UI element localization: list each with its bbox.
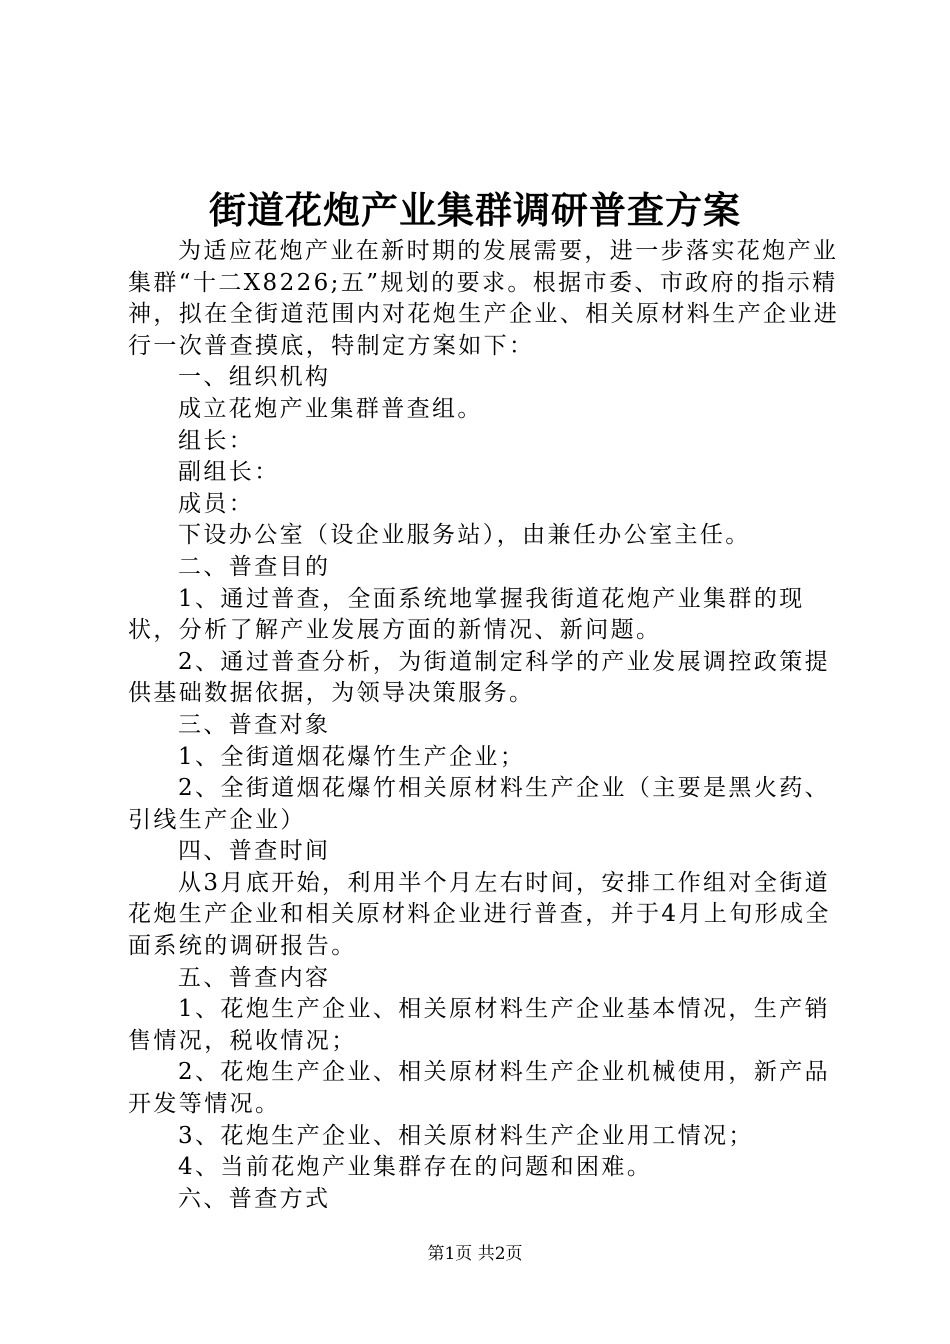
paragraph-members: 成员： [178,490,255,517]
purpose-item-2: 2、通过普查分析，为街道制定科学的产业发展调控政策提供基础数据依据，为领导决策服务。 [128,648,831,707]
paragraph-establish-group: 成立花炮产业集群普查组。 [178,395,483,422]
content-item-3: 3、花炮生产企业、相关原材料生产企业用工情况； [178,1122,754,1149]
content-item-2: 2、花炮生产企业、相关原材料生产企业机械使用，新产品开发等情况。 [128,1059,831,1118]
section-heading-purpose: 二、普查目的 [178,553,331,580]
document-title: 街道花炮产业集群调研普查方案 [209,188,741,232]
content-item-4: 4、当前花炮产业集群存在的问题和困难。 [178,1154,653,1181]
target-item-2: 2、全街道烟花爆竹相关原材料生产企业（主要是黑火药、引线生产企业） [128,775,831,833]
section-heading-method: 六、普查方式 [178,1185,331,1212]
section-heading-targets: 三、普查对象 [178,711,331,738]
section-heading-time: 四、普查时间 [178,838,331,865]
paragraph-deputy-leader: 副组长： [178,459,280,486]
paragraph-leader: 组长： [178,427,255,454]
paragraph-time: 从3月底开始，利用半个月左右时间，安排工作组对全街道花炮生产企业和相关原材料企业进行普查，并于4月上旬形成全面系统的调研报告。 [128,869,831,960]
paragraph-office: 下设办公室（设企业服务站），由兼任办公室主任。 [178,522,751,549]
section-heading-content: 五、普查内容 [178,964,331,991]
purpose-item-1: 1、通过普查，全面系统地掌握我街道花炮产业集群的现状，分析了解产业发展方面的新情况、新问题。 [128,585,805,644]
intro-paragraph: 为适应花炮产业在新时期的发展需要，进一步落实花炮产业集群“十二X8226;五”规划的要求。根据市委、市政府的指示精神，拟在全街道范围内对花炮生产企业、相关原材料生产企业进行一次普查摸底，特制定方案如下： [128,238,840,359]
document-body [128,236,840,1215]
section-heading-organization: 一、组织机构 [178,364,331,391]
page-footer: 第1页 共2页 [427,1244,523,1264]
content-item-1: 1、花炮生产企业、相关原材料生产企业基本情况，生产销售情况，税收情况； [128,996,831,1054]
target-item-1: 1、全街道烟花爆竹生产企业； [178,743,526,770]
